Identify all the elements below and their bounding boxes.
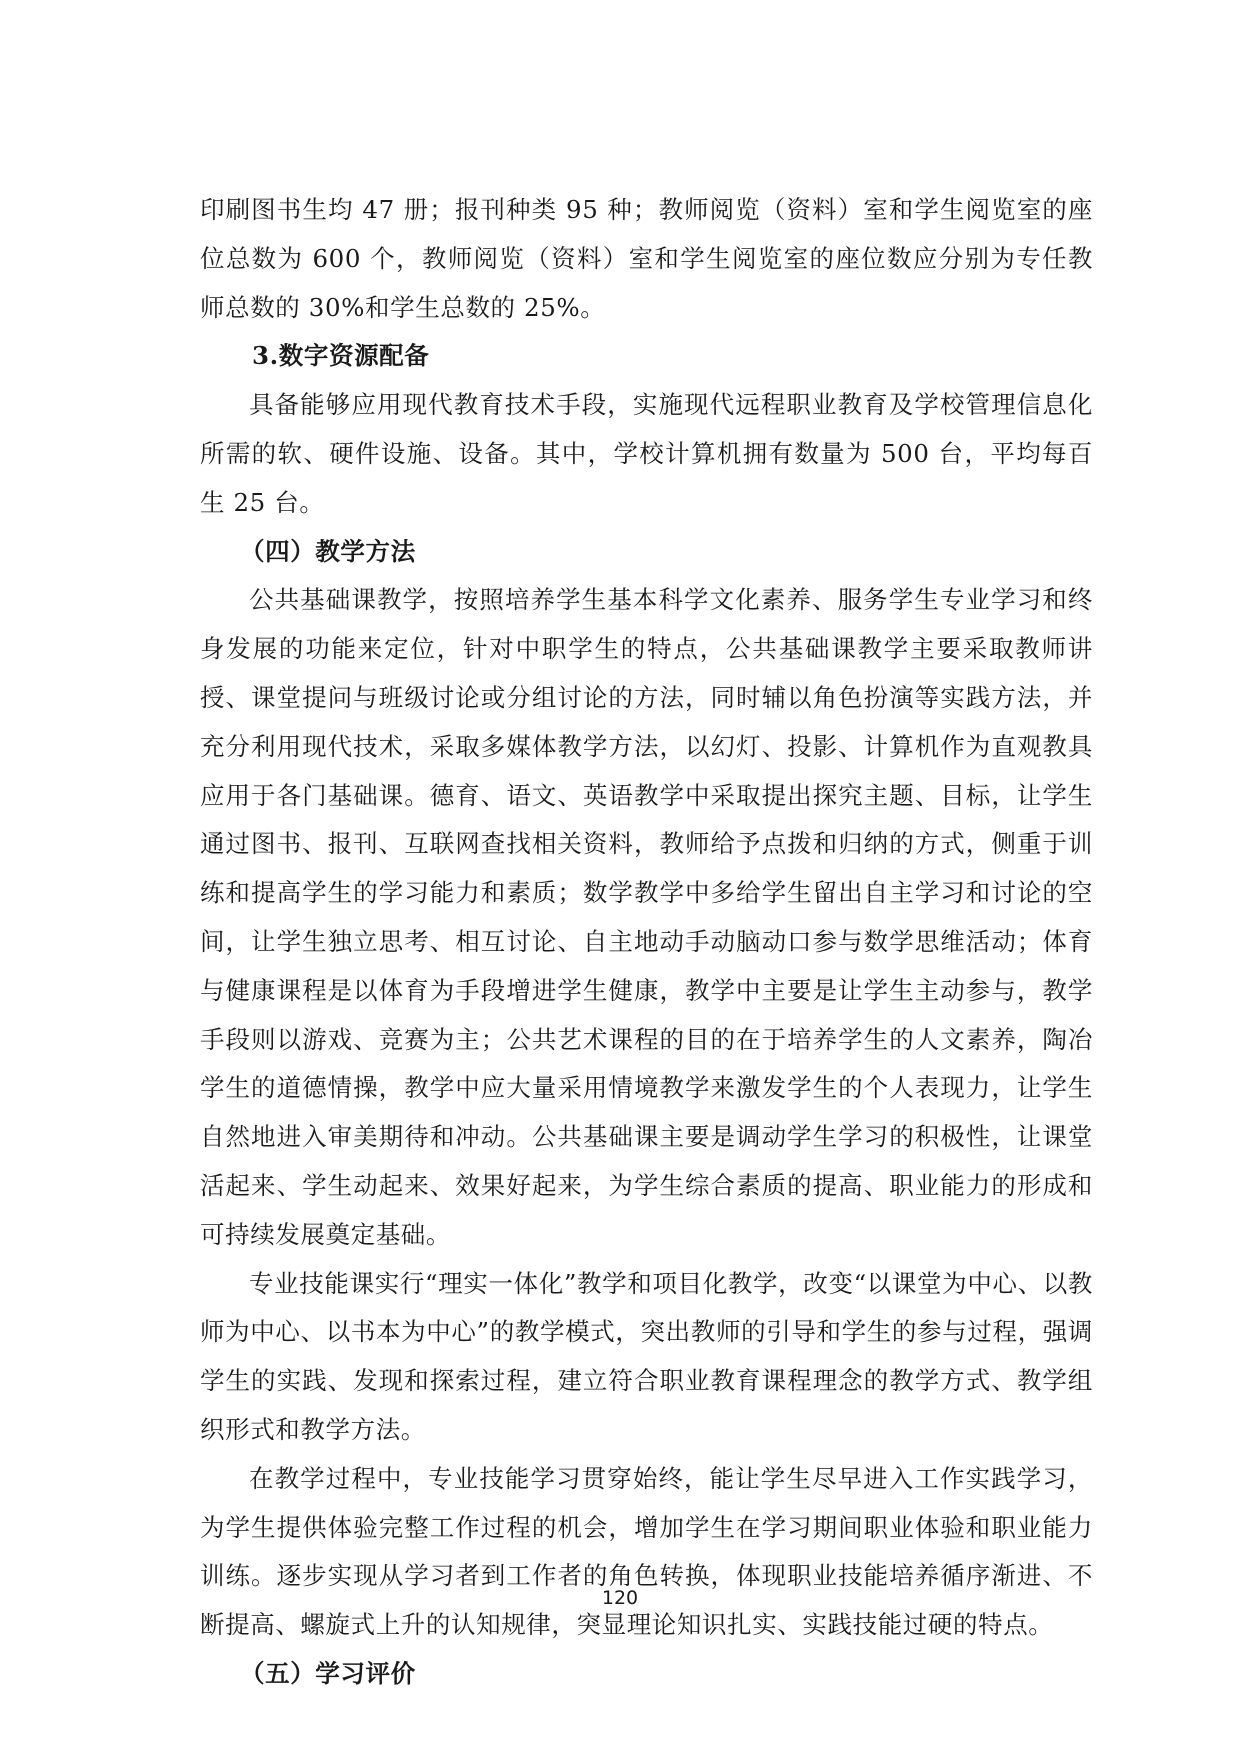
paragraph-professional-skill-courses: 专业技能课实行“理实一体化”教学和项目化教学，改变“以课堂为中心、以教师为中心、以书本为中心”的教学模式，突出教师的引导和学生的参与过程，强调学生的实践、发现和探索过程，建立符合职业教育课程理念的教学方式、教学组织形式和教学方法。 bbox=[200, 1268, 1093, 1444]
paragraph-digital-resources: 具备能够应用现代教育技术手段，实施现代远程职业教育及学校管理信息化所需的软、硬件设施、设备。其中，学校计算机拥有数量为 500 台，平均每百生 25 台。 bbox=[200, 390, 1093, 517]
paragraph-reading-room-seats: 印刷图书生均 47 册；报刊种类 95 种；教师阅览（资料）室和学生阅览室的座位总数为 600 个，教师阅览（资料）室和学生阅览室的座位数应分别为专任教师总数的 30%和学生总数的 25%。 bbox=[200, 195, 1093, 322]
paragraph-teaching-process: 在教学过程中，专业技能学习贯穿始终，能让学生尽早进入工作实践学习，为学生提供体验完整工作过程的机会，增加学生在学习期间职业体验和职业能力训练。逐步实现从学习者到工作者的角色转换，体现职业技能培养循序渐进、不断提高、螺旋式上升的认知规律，突显理论知识扎实、实践技能过硬的特点。 bbox=[200, 1463, 1093, 1640]
paragraph-public-basic-courses: 公共基础课教学，按照培养学生基本科学文化素养、服务学生专业学习和终身发展的功能来定位，针对中职学生的特点，公共基础课教学主要采取教师讲授、课堂提问与班级讨论或分组讨论的方法，同时辅以角色扮演等实践方法，并充分利用现代技术，采取多媒体教学方法，以幻灯、投影、计算机作为直观教具应用于各门基础课。德育、语文、英语教学中采取提出探究主题、目标，让学生通过图书、报刊、互联网查找相关资料，教师给予点拨和归纳的方式，侧重于训练和提高学生的学习能力和素质；数学教学中多给学生留出自主学习和讨论的空间，让学生独立思考、相互讨论、自主地动手动脑动口参与数学思维活动；体育与健康课程是以体育为手段增进学生健康，教学中主要是让学生主动参与，教学手段则以游戏、竞赛为主；公共艺术课程的目的在于培养学生的人文素养，陶冶学生的道德情操，教学中应大量采用情境教学来激发学生的个人表现力，让学生自然地进入审美期待和冲动。公共基础课主要是调动学生学习的积极性，让课堂活起来、学生动起来、效果好起来，为学生综合素质的提高、职业能力的形成和可持续发展奠定基础。 bbox=[200, 585, 1093, 1249]
section-heading-teaching-methods: （四）教学方法 bbox=[240, 536, 416, 566]
page-content bbox=[200, 186, 1093, 1699]
section-heading-learning-evaluation: （五）学习评价 bbox=[240, 1658, 416, 1688]
page-number: 120 bbox=[601, 1587, 639, 1609]
section-heading-digital-resources: 3.数字资源配备 bbox=[252, 341, 430, 371]
